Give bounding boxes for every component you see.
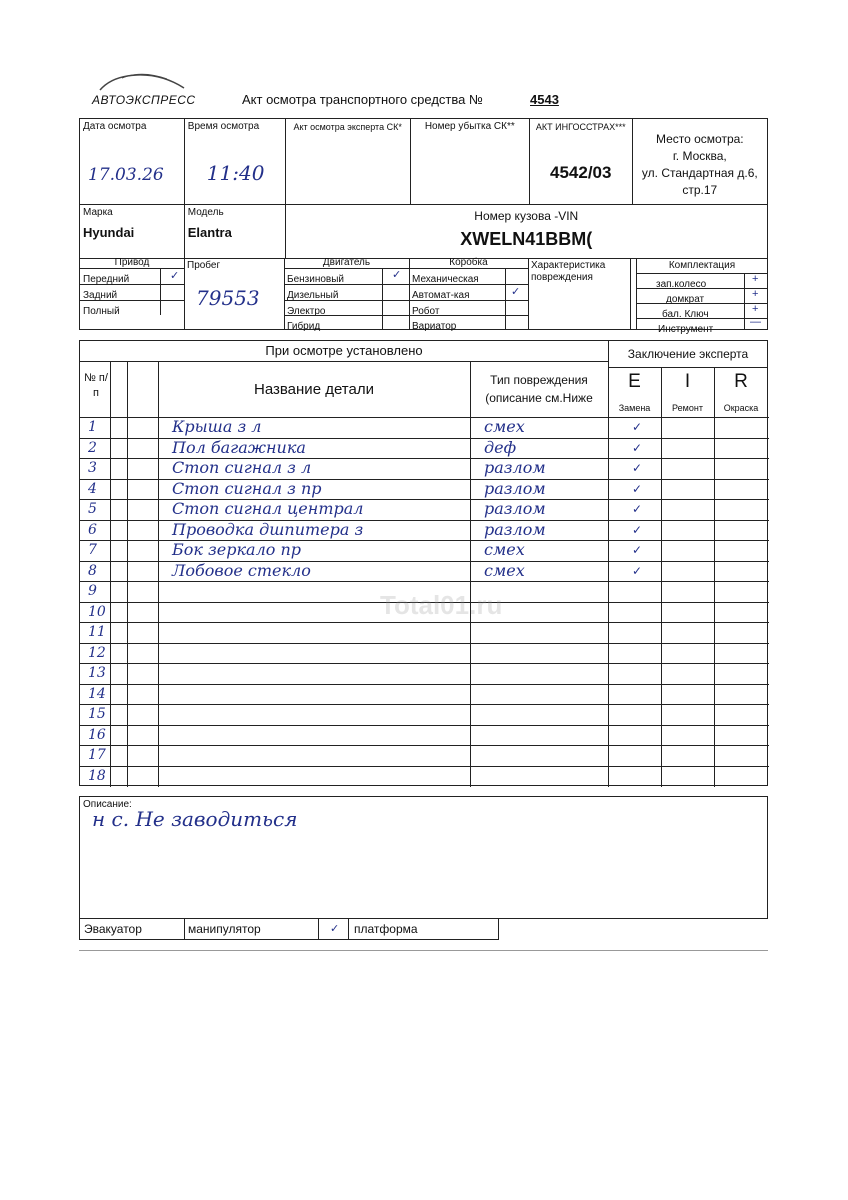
table-row bbox=[80, 725, 769, 746]
date-cell bbox=[80, 119, 185, 205]
inspection-table bbox=[79, 340, 768, 786]
engine-title: Двигатель bbox=[322, 257, 371, 268]
row-replace-mark: ✓ bbox=[632, 461, 643, 475]
car-icon bbox=[92, 70, 192, 92]
row-number: 18 bbox=[88, 767, 106, 784]
place-cell bbox=[632, 119, 767, 205]
table-row bbox=[80, 499, 769, 520]
row-damage: разлом bbox=[484, 478, 546, 498]
drive-rear: Задний bbox=[83, 290, 118, 301]
evac-label: Эвакуатор bbox=[84, 922, 142, 936]
row-replace-mark: ✓ bbox=[632, 502, 643, 516]
place-label: Место осмотра: bbox=[655, 132, 744, 146]
row-number: 1 bbox=[88, 419, 97, 435]
row-number: 3 bbox=[88, 460, 97, 476]
row-replace-mark: ✓ bbox=[632, 440, 643, 455]
row-part: Лобовое стекло bbox=[172, 560, 311, 580]
date-label: Дата осмотра bbox=[83, 121, 147, 132]
row-number: 2 bbox=[88, 439, 97, 456]
row-number: 4 bbox=[88, 480, 97, 497]
time-cell bbox=[184, 119, 285, 205]
table-row bbox=[80, 766, 769, 787]
engine-section bbox=[284, 257, 410, 332]
row-damage: смех bbox=[484, 560, 525, 580]
row-number: 10 bbox=[88, 603, 106, 620]
row-part: Стоп сигнал централ bbox=[172, 499, 364, 518]
row-part: Проводка дшпитера з bbox=[172, 519, 364, 539]
description-text: н с. Не заводиться bbox=[92, 807, 298, 831]
damage-char-label: Характеристика повреждения bbox=[531, 260, 606, 283]
num-header: № п/п bbox=[84, 372, 108, 399]
row-number: 14 bbox=[88, 685, 106, 702]
drive-front-mark: ✓ bbox=[170, 270, 180, 282]
part-header: Название детали bbox=[254, 381, 374, 398]
established-header: При осмотре установлено bbox=[265, 343, 423, 358]
model-value: Elantra bbox=[187, 225, 232, 240]
mileage-section bbox=[184, 258, 285, 329]
time-label: Время осмотра bbox=[187, 121, 260, 132]
equipment-title: Комплектация bbox=[668, 260, 736, 271]
drive-full: Полный bbox=[83, 306, 120, 317]
row-replace-mark: ✓ bbox=[632, 481, 643, 496]
row-replace-mark: ✓ bbox=[632, 543, 643, 557]
row-number: 16 bbox=[88, 726, 106, 743]
paint-header: Окраска bbox=[723, 403, 759, 413]
act-number: 4543 bbox=[530, 92, 559, 107]
equipment-spare-mark: + bbox=[752, 273, 759, 285]
row-part: Стоп сигнал з л bbox=[172, 458, 312, 477]
equipment-key: бал. Ключ bbox=[662, 309, 709, 320]
equipment-tools: Инструмент bbox=[658, 324, 714, 335]
row-replace-mark: ✓ bbox=[632, 420, 643, 434]
equipment-tools-mark: — bbox=[750, 316, 761, 328]
logo bbox=[92, 70, 196, 108]
gearbox-auto: Автомат-кая bbox=[412, 290, 470, 301]
row-number: 5 bbox=[88, 501, 97, 517]
row-part: Бок зеркало пр bbox=[172, 540, 302, 559]
i-header: I bbox=[684, 371, 691, 392]
table-row bbox=[80, 663, 769, 684]
description-section bbox=[79, 796, 768, 919]
table-row bbox=[80, 520, 769, 541]
gearbox-robot: Робот bbox=[412, 306, 440, 317]
row-damage: разлом bbox=[484, 458, 546, 477]
r-header: R bbox=[734, 371, 748, 392]
table-row bbox=[80, 622, 769, 643]
e-header: E bbox=[628, 371, 641, 392]
equipment-section bbox=[636, 258, 768, 335]
place-line1: г. Москва, bbox=[672, 149, 727, 163]
evac-row bbox=[79, 919, 499, 940]
time-value: 11:40 bbox=[206, 161, 265, 185]
drive-section bbox=[80, 258, 185, 329]
equipment-spare: зап.колесо bbox=[656, 279, 707, 290]
table-row bbox=[80, 643, 769, 664]
repair-header: Ремонт bbox=[672, 403, 703, 413]
watermark: Total01.ru bbox=[380, 590, 503, 620]
table-row bbox=[80, 684, 769, 705]
row-damage: смех bbox=[484, 417, 525, 436]
row-number: 7 bbox=[88, 542, 97, 558]
engine-petrol: Бензиновый bbox=[287, 274, 344, 285]
engine-electro: Электро bbox=[287, 306, 326, 317]
gearbox-manual: Механическая bbox=[412, 274, 479, 285]
row-part: Пол багажника bbox=[172, 437, 306, 457]
table-row bbox=[80, 458, 769, 479]
place-line2: ул. Стандартная д.6, bbox=[641, 166, 758, 180]
gearbox-title: Коробка bbox=[449, 257, 488, 268]
vin-cell bbox=[285, 205, 767, 259]
conclusion-header: Заключение эксперта bbox=[627, 347, 749, 361]
equipment-jack: домкрат bbox=[666, 294, 705, 305]
date-value: 17.03.26 bbox=[88, 165, 164, 185]
table-row bbox=[80, 540, 769, 561]
description-label: Описание: bbox=[83, 799, 132, 810]
table-row bbox=[80, 561, 769, 582]
expert-act-label: Акт осмотра эксперта СК* bbox=[293, 122, 402, 132]
row-number: 11 bbox=[88, 624, 106, 640]
loss-number-label: Номер убытка СК** bbox=[424, 121, 515, 132]
evac-platform: платформа bbox=[354, 922, 418, 936]
mileage-value: 79553 bbox=[196, 286, 260, 310]
drive-title: Привод bbox=[114, 257, 150, 268]
gearbox-variator: Вариатор bbox=[412, 321, 457, 332]
evac-manip: манипулятор bbox=[188, 922, 261, 936]
model-cell bbox=[184, 205, 285, 259]
specs-block bbox=[79, 257, 768, 335]
vin-value: XWELN41BBM( bbox=[460, 229, 593, 249]
row-number: 12 bbox=[88, 644, 106, 661]
table-row bbox=[80, 745, 769, 766]
ingos-act-value: 4542/03 bbox=[550, 163, 612, 182]
damage-char-section bbox=[528, 258, 631, 329]
damage-header-2: (описание см.Ниже bbox=[485, 391, 593, 405]
engine-hybrid: Гибрид bbox=[287, 321, 321, 332]
row-number: 8 bbox=[88, 562, 97, 579]
page-title: Акт осмотра транспортного средства № bbox=[242, 92, 483, 107]
table-row bbox=[80, 417, 769, 438]
place-line3: стр.17 bbox=[682, 183, 718, 197]
ingos-act-cell bbox=[529, 119, 632, 205]
row-number: 9 bbox=[88, 583, 97, 599]
row-damage: деф bbox=[484, 437, 517, 457]
row-damage: разлом bbox=[484, 519, 546, 539]
row-replace-mark: ✓ bbox=[632, 563, 643, 578]
row-damage: разлом bbox=[484, 499, 546, 518]
damage-header-1: Тип повреждения bbox=[490, 373, 588, 387]
row-part: Крыша з л bbox=[172, 417, 262, 436]
row-number: 17 bbox=[88, 747, 106, 763]
row-number: 15 bbox=[88, 706, 106, 722]
mileage-label: Пробег bbox=[187, 260, 221, 271]
make-cell bbox=[80, 205, 185, 259]
vin-label: Номер кузова -VIN bbox=[474, 209, 579, 223]
row-part: Стоп сигнал з пр bbox=[172, 478, 322, 498]
row-number: 6 bbox=[88, 521, 97, 538]
row-number: 13 bbox=[88, 665, 106, 681]
equipment-key-mark: + bbox=[752, 303, 759, 315]
engine-diesel: Дизельный bbox=[287, 290, 339, 301]
table-row bbox=[80, 438, 769, 459]
table-row bbox=[80, 479, 769, 500]
logo-text: АВТОЭКСПРЕСС bbox=[92, 93, 196, 107]
model-label: Модель bbox=[187, 207, 224, 218]
equipment-jack-mark: + bbox=[752, 288, 759, 300]
gearbox-section bbox=[409, 257, 529, 332]
row-damage: смех bbox=[484, 540, 525, 559]
replace-header: Замена bbox=[618, 403, 651, 413]
make-value: Hyundai bbox=[83, 225, 135, 240]
row-replace-mark: ✓ bbox=[632, 522, 643, 537]
table-row bbox=[80, 704, 769, 725]
loss-number-cell bbox=[410, 119, 529, 205]
expert-act-cell bbox=[285, 119, 410, 205]
make-label: Марка bbox=[83, 207, 113, 218]
engine-petrol-mark: ✓ bbox=[392, 269, 402, 281]
evac-manip-mark: ✓ bbox=[330, 923, 340, 935]
gearbox-auto-mark: ✓ bbox=[511, 286, 521, 298]
drive-front: Передний bbox=[83, 274, 130, 285]
vehicle-table bbox=[79, 204, 768, 259]
top-info-table bbox=[79, 118, 768, 205]
ingos-act-label: АКТ ИНГОССТРАХ*** bbox=[535, 122, 626, 132]
